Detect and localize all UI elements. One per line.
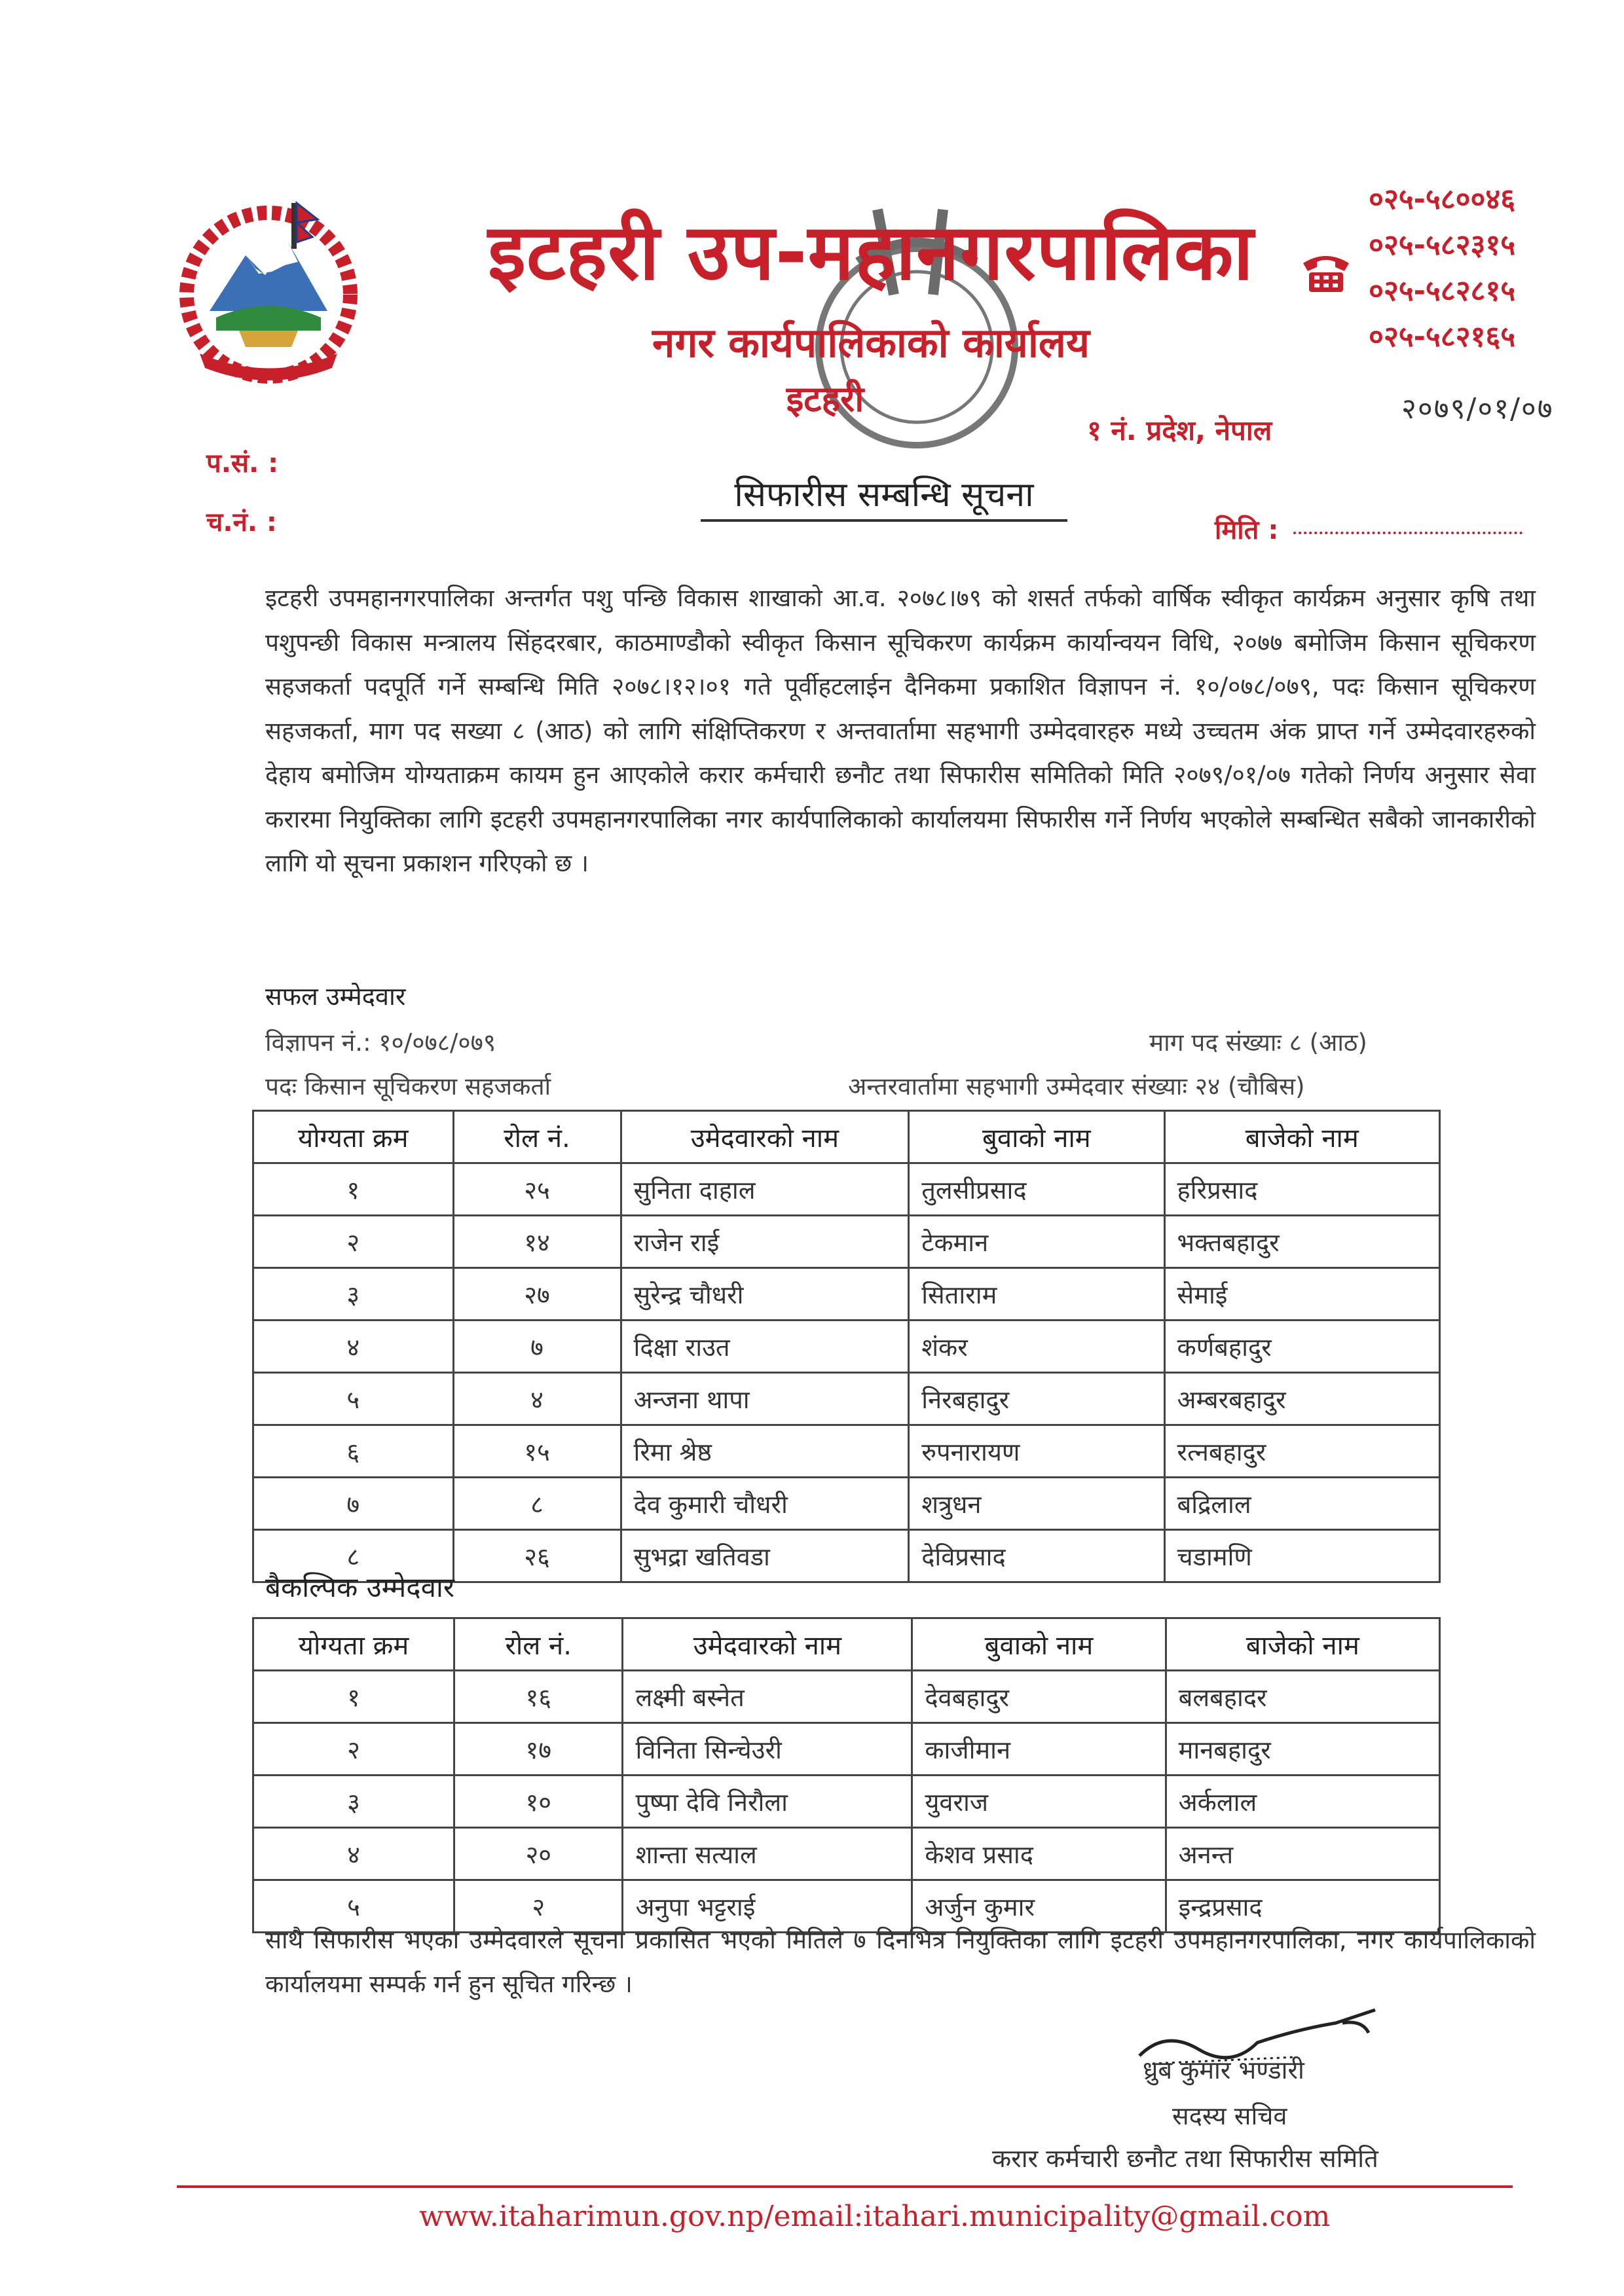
alternate-candidates-label: बैकल्पिक उम्मेदवार	[265, 1571, 454, 1603]
demand-post-count: माग पद संख्याः ८ (आठ)	[1149, 1029, 1367, 1057]
patra-sankhya-label: प.सं. :	[206, 448, 279, 479]
merit-rank: ५	[253, 1880, 454, 1933]
interview-participant-count: अन्तरवार्तामा सहभागी उम्मेदवार संख्याः २४ (चौबिस)	[848, 1072, 1305, 1101]
telephone-icon	[1300, 249, 1352, 295]
candidate-name: शान्ता सत्याल	[623, 1828, 912, 1880]
grandfather-name: हरिप्रसाद	[1164, 1163, 1439, 1216]
header-roll-number: रोल नं.	[453, 1111, 621, 1163]
candidate-name: अनुपा भट्टराई	[623, 1880, 912, 1933]
date-dotted-line	[1293, 532, 1522, 534]
grandfather-name: इन्द्रप्रसाद	[1166, 1880, 1439, 1933]
notice-title: सिफारीस सम्बन्धि सूचना	[701, 470, 1067, 522]
grandfather-name: बद्रिलाल	[1164, 1478, 1439, 1530]
merit-rank: २	[253, 1723, 454, 1776]
alternate-candidates-table	[252, 1617, 1441, 1933]
grandfather-name: मानबहादुर	[1166, 1723, 1439, 1776]
father-name: तुलसीप्रसाद	[909, 1163, 1164, 1216]
table-row	[253, 1671, 1440, 1723]
father-name: देविप्रसाद	[909, 1530, 1164, 1582]
grandfather-name: भक्तबहादुर	[1164, 1216, 1439, 1268]
candidate-name: अन्जना थापा	[621, 1373, 909, 1425]
merit-rank: १	[253, 1163, 454, 1216]
grandfather-name: अम्बरबहादुर	[1164, 1373, 1439, 1425]
table-row	[253, 1216, 1440, 1268]
header-candidate-name: उमेदवारको नाम	[623, 1618, 912, 1671]
father-name: देवबहादुर	[912, 1671, 1166, 1723]
candidate-name: विनिता सिन्चेउरी	[623, 1723, 912, 1776]
candidate-name: पुष्पा देवि निरौला	[623, 1776, 912, 1828]
merit-rank: ४	[253, 1321, 454, 1373]
date-label: मिति :	[1215, 515, 1279, 545]
roll-number: १७	[454, 1723, 623, 1776]
roll-number: १५	[453, 1425, 621, 1478]
roll-number: १०	[454, 1776, 623, 1828]
merit-rank: ३	[253, 1776, 454, 1828]
merit-rank: ८	[253, 1530, 454, 1582]
candidate-name: सुरेन्द्र चौधरी	[621, 1268, 909, 1321]
father-name: शंकर	[909, 1321, 1164, 1373]
province-label: १ नं. प्रदेश, नेपाल	[1087, 414, 1272, 446]
roll-number: २७	[453, 1268, 621, 1321]
roll-number: ७	[453, 1321, 621, 1373]
signatory-name: ध्रुब कुमार भण्डारी	[1143, 2056, 1304, 2085]
merit-rank: २	[253, 1216, 454, 1268]
successful-candidates-table	[252, 1110, 1441, 1583]
phone-number: ०२५-५८००४६	[1369, 183, 1516, 216]
merit-rank: १	[253, 1671, 454, 1723]
grandfather-name: अर्कलाल	[1166, 1776, 1439, 1828]
chalani-number-label: च.नं. :	[206, 507, 277, 538]
candidate-name: रिमा श्रेष्ठ	[621, 1425, 909, 1478]
advertisement-number: विज्ञापन नं.: १०/०७८/०७९	[265, 1029, 496, 1057]
table-row	[253, 1268, 1440, 1321]
footer-divider	[177, 2185, 1513, 2188]
candidate-name: राजेन राई	[621, 1216, 909, 1268]
father-name: रुपनारायण	[909, 1425, 1164, 1478]
candidate-name: सुभद्रा खतिवडा	[621, 1530, 909, 1582]
header-roll-number: रोल नं.	[454, 1618, 623, 1671]
header-candidate-name: उमेदवारको नाम	[621, 1111, 909, 1163]
grandfather-name: बलबहादर	[1166, 1671, 1439, 1723]
father-name: युवराज	[912, 1776, 1166, 1828]
candidate-name: देव कुमारी चौधरी	[621, 1478, 909, 1530]
grandfather-name: अनन्त	[1166, 1828, 1439, 1880]
father-name: सिताराम	[909, 1268, 1164, 1321]
table-header-row	[253, 1618, 1440, 1671]
father-name: काजीमान	[912, 1723, 1166, 1776]
table-row	[253, 1723, 1440, 1776]
table-row	[253, 1163, 1440, 1216]
father-name: टेकमान	[909, 1216, 1164, 1268]
roll-number: २	[454, 1880, 623, 1933]
header-grandfather-name: बाजेको नाम	[1166, 1618, 1439, 1671]
roll-number: २६	[453, 1530, 621, 1582]
closing-paragraph: साथै सिफारीस भएका उम्मेदवारले सूचना प्रकासित भएको मितिले ७ दिनभित्र नियुक्तिका लागि इटहरी उपमहानगरपालिका, नगर कार्यपालिकाको कार्यालयमा सम्पर्क गर्न हुन सूचित गरिन्छ ।	[265, 1926, 1536, 1998]
candidate-name: लक्ष्मी बस्नेत	[623, 1671, 912, 1723]
candidate-name: दिक्षा राउत	[621, 1321, 909, 1373]
header-merit-rank: योग्यता क्रम	[253, 1618, 454, 1671]
merit-rank: ५	[253, 1373, 454, 1425]
table-row	[253, 1828, 1440, 1880]
father-name: केशव प्रसाद	[912, 1828, 1166, 1880]
footer-contact: www.itaharimun.gov.np/email:itahari.municipality@gmail.com	[419, 2200, 1331, 2233]
grandfather-name: चडामणि	[1164, 1530, 1439, 1582]
roll-number: ८	[453, 1478, 621, 1530]
roll-number: १४	[453, 1216, 621, 1268]
table-row	[253, 1425, 1440, 1478]
phone-numbers	[1369, 177, 1585, 360]
grandfather-name: कर्णबहादुर	[1164, 1321, 1439, 1373]
roll-number: २०	[454, 1828, 623, 1880]
merit-rank: ३	[253, 1268, 454, 1321]
grandfather-name: सेमाई	[1164, 1268, 1439, 1321]
municipality-title: इटहरी उप-महानगरपालिका	[488, 207, 1254, 297]
post-name: पदः किसान सूचिकरण सहजकर्ता	[265, 1072, 551, 1101]
office-subtitle: नगर कार्यपालिकाको कार्यालय	[652, 319, 1090, 367]
city-name: इटहरी	[786, 378, 864, 420]
notice-paragraph: इटहरी उपमहानगरपालिका अन्तर्गत पशु पन्छि विकास शाखाको आ.व. २०७८।७९ को शसर्त तर्फको वार्षिक स्वीकृत कार्यक्रम अनुसार कृषि तथा पशुपन्छी विकास मन्त्रालय सिंहदरबार, काठमाण्डौको स्वीकृत किसान सूचिकरण कार्यक्रम कार्यान्वयन विधि, २०७७ बमोजिम किसान सूचिकरण सहजकर्ता पदपूर्ति गर्ने सम्बन्धि मिति २०७८।१२।०१ गते पूर्वीहटलाईन दैनिकमा प्रकाशित विज्ञापन नं. १०/०७८/०७९, पदः किसान सूचिकरण सहजकर्ता, माग पद सख्या ८ (आठ) को लागि संक्षिप्तिकरण र अन्तवार्तामा सहभागी उम्मेदवारहरु मध्ये उच्चतम अंक प्राप्त गर्ने उम्मेदवारहरुको देहाय बमोजिम योग्यताक्रम कायम हुन आएकोले करार कर्मचारी छनौट तथा सिफारीस समितिको मिति २०७९/०१/०७ गतेको निर्णय अनुसार सेवा करारमा नियुक्तिका लागि इटहरी उपमहानगरपालिका नगर कार्यपालिकाको कार्यालयमा सिफारीस गर्ने निर्णय भएकोले सम्बन्धित सबैको जानकारीको लागि यो सूचना प्रकाशन गरिएको छ ।	[265, 584, 1536, 877]
father-name: शत्रुधन	[909, 1478, 1164, 1530]
table-row	[253, 1478, 1440, 1530]
father-name: निरबहादुर	[909, 1373, 1164, 1425]
merit-rank: ४	[253, 1828, 454, 1880]
table-row	[253, 1321, 1440, 1373]
successful-candidates-label: सफल उम्मेदवार	[265, 982, 406, 1011]
roll-number: ४	[453, 1373, 621, 1425]
table-row	[253, 1776, 1440, 1828]
phone-number: ०२५-५८२३१५	[1369, 228, 1516, 262]
father-name: अर्जुन कुमार	[912, 1880, 1166, 1933]
handwritten-date: २०७९/०१/०७	[1401, 392, 1554, 426]
roll-number: २५	[453, 1163, 621, 1216]
phone-number: ०२५-५८२८१५	[1369, 274, 1516, 308]
header-father-name: बुवाको नाम	[912, 1618, 1166, 1671]
merit-rank: ७	[253, 1478, 454, 1530]
phone-number: ०२५-५८२१६५	[1369, 320, 1516, 354]
header-father-name: बुवाको नाम	[909, 1111, 1164, 1163]
table-header-row	[253, 1111, 1440, 1163]
header-merit-rank: योग्यता क्रम	[253, 1111, 454, 1163]
candidate-name: सुनिता दाहाल	[621, 1163, 909, 1216]
header-grandfather-name: बाजेको नाम	[1164, 1111, 1439, 1163]
merit-rank: ६	[253, 1425, 454, 1478]
table-row	[253, 1373, 1440, 1425]
grandfather-name: रत्नबहादुर	[1164, 1425, 1439, 1478]
committee-name: करार कर्मचारी छनौट तथा सिफारीस समिति	[992, 2144, 1378, 2173]
signatory-role: सदस्य सचिव	[1172, 2102, 1287, 2130]
roll-number: १६	[454, 1671, 623, 1723]
nepal-emblem-icon	[160, 196, 377, 386]
